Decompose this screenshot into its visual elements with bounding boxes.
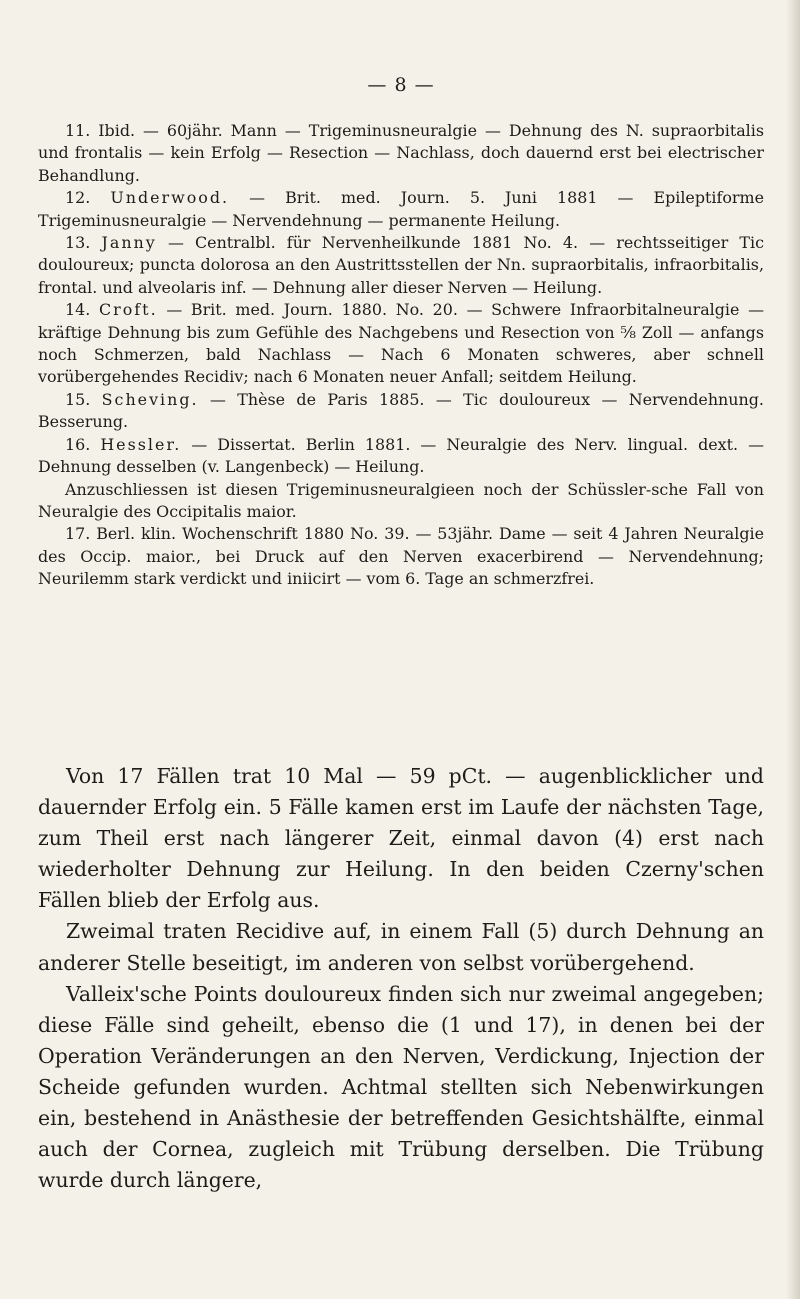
case-entry-16 xyxy=(38,434,764,479)
case-number: 14. xyxy=(65,300,91,320)
page-number: — 8 — xyxy=(367,74,435,96)
case-entry-11 xyxy=(38,120,764,187)
case-text: Ibid. — 60jähr. Mann — Trigeminusneuralgie — Dehnung des N. supraorbitalis und frontalis — kein Erfolg — Resection — Nachlass, doch dauernd erst bei electrischer Behandlung. xyxy=(38,121,764,185)
case-number: 12. xyxy=(65,188,91,208)
page-edge-shadow xyxy=(786,0,800,1299)
case-author: Janny xyxy=(101,233,157,253)
paragraph: Zweimal traten Recidive auf, in einem Fall (5) durch Dehnung an anderer Stelle beseitigt, im anderen von selbst vorübergehend. xyxy=(38,919,764,975)
case-entry-13 xyxy=(38,232,764,299)
case-entry-15 xyxy=(38,389,764,434)
case-text: — Centralbl. für Nervenheilkunde 1881 No. 4. — rechtsseitiger Tic douloureux; puncta dolorosa an den Austrittsstellen der Nn. supraorbitalis, infraorbitalis, frontal. und alveolaris inf. — Dehnung aller dieser Nerven — Heilung. xyxy=(38,233,764,297)
case-text: Berl. klin. Wochenschrift 1880 No. 39. — 53jähr. Dame — seit 4 Jahren Neuralgie des Occip. maior., bei Druck auf den Nerven exacerbirend — Nervendehnung; Neurilemm stark verdickt und iniicirt — vom 6. Tage an schmerzfrei. xyxy=(38,524,764,589)
case-number: 11. xyxy=(65,121,91,140)
case-list xyxy=(38,120,764,591)
document-page xyxy=(38,0,764,1299)
case-author: Croft. xyxy=(98,300,158,320)
case-number: 17. xyxy=(65,524,91,544)
case-entry-14 xyxy=(38,299,764,389)
case-author: Underwood. xyxy=(110,188,230,208)
case-text: — Thèse de Paris 1885. — Tic douloureux — Nervendehnung. Besserung. xyxy=(38,389,764,432)
case-entry-17 xyxy=(38,523,764,590)
case-text: — Dissertat. Berlin 1881. — Neuralgie des Nerv. lingual. dext. — Dehnung desselben (v. Langenbeck) — Heilung. xyxy=(38,434,764,477)
case-author: Hessler. xyxy=(100,434,182,454)
case-text: — Brit. med. Journ. 5. Juni 1881 — Epileptiforme Trigeminusneuralgie — Nervendehnung — permanente Heilung. xyxy=(38,188,764,230)
case-number: 16. xyxy=(65,434,91,454)
case-number: 13. xyxy=(65,233,91,253)
case-number: 15. xyxy=(65,389,91,409)
case-note xyxy=(38,479,764,524)
case-text: Anzuschliessen ist diesen Trigeminusneuralgieen noch der Schüssler-sche Fall von Neuralgie des Occipitalis maior. xyxy=(38,479,764,521)
case-entry-12 xyxy=(38,187,764,232)
body-text xyxy=(38,761,764,1196)
paragraph: Von 17 Fällen trat 10 Mal — 59 pCt. — augenblicklicher und dauernder Erfolg ein. 5 Fälle kamen erst im Laufe der nächsten Tage, zum Theil erst nach längerer Zeit, einmal davon (4) erst nach wiederholter Dehnung zur Heilung. In den beiden Czerny'schen Fällen blieb der Erfolg aus. xyxy=(38,764,764,913)
case-author: Scheving. xyxy=(101,389,199,409)
case-text: — Brit. med. Journ. 1880. No. 20. — Schwere Infraorbitalneuralgie — kräftige Dehnung bis zum Gefühle des Nachgebens und Resection von ⁵⁄₈ Zoll — anfangs noch Schmerzen, bald Nachlass — Nach 6 Monaten schweres, aber schnell vorübergehendes Recidiv; nach 6 Monaten neuer Anfall; seitdem Heilung. xyxy=(38,300,764,387)
paragraph: Valleix'sche Points douloureux finden sich nur zweimal angegeben; diese Fälle sind geheilt, ebenso die (1 und 17), in denen bei der Operation Veränderungen an den Nerven, Verdickung, Injection der Scheide gefunden wurden. Achtmal stellten sich Nebenwirkungen ein, bestehend in Anästhesie der betreffenden Gesichtshälfte, einmal auch der Cornea, zugleich mit Trübung derselben. Die Trübung wurde durch längere, xyxy=(38,981,764,1193)
